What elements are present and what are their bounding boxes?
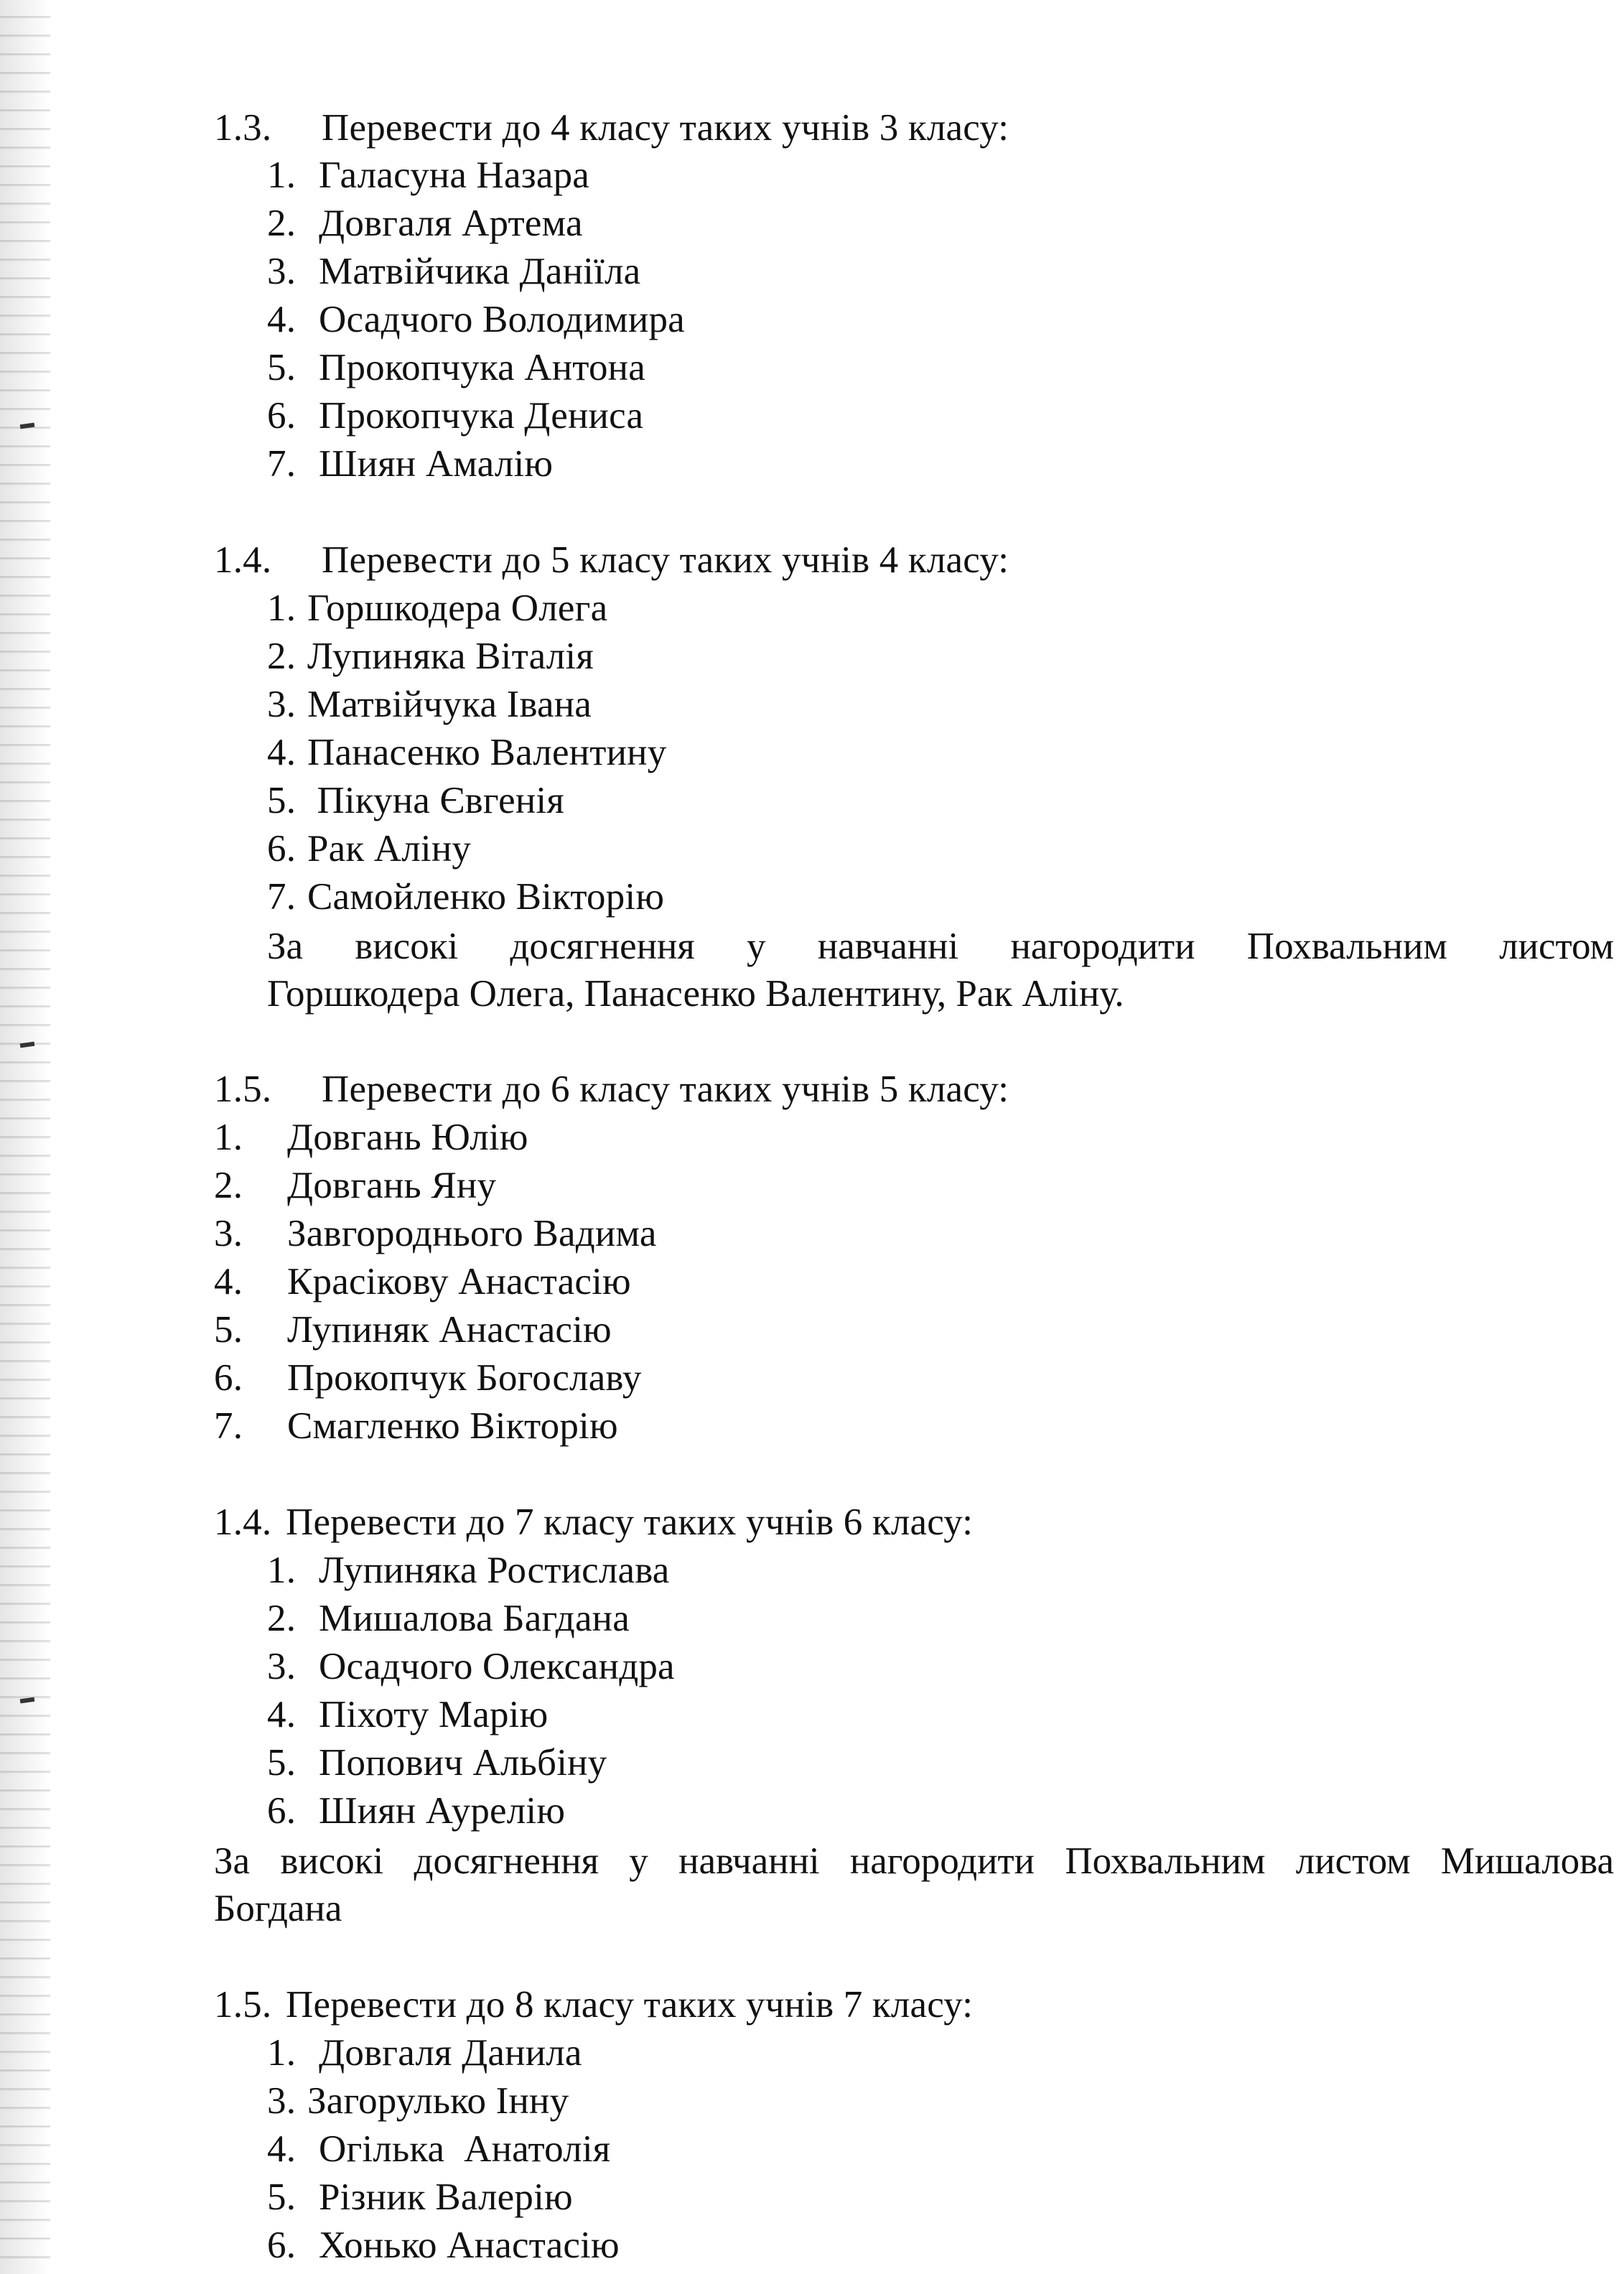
list-item	[267, 2031, 582, 2074]
item-name: Пікуна Євгенія	[307, 780, 564, 821]
award-line-2: Богдана	[214, 1888, 342, 1929]
list-item	[267, 779, 564, 822]
item-number: 3.	[214, 1213, 243, 1254]
list-item	[267, 202, 583, 245]
list-item	[214, 1404, 618, 1448]
item-number: 4.	[267, 299, 297, 340]
item-number: 2.	[267, 202, 297, 244]
list-item	[267, 394, 643, 437]
item-name: Лупиняка Віталія	[307, 635, 594, 677]
section-number: 1.4.	[214, 539, 272, 581]
item-name: Прокопчука Антона	[319, 347, 645, 388]
item-name: Довгань Юлію	[287, 1117, 528, 1158]
item-name: Галасуна Назара	[319, 154, 590, 196]
list-item	[267, 2128, 610, 2171]
list-item	[267, 683, 592, 726]
item-number: 4.	[214, 1261, 243, 1303]
section-heading-text: Перевести до 4 класу таких учнів 3 класу:	[322, 107, 1009, 149]
item-number: 3.	[267, 251, 297, 292]
section-number: 1.5.	[214, 1068, 272, 1110]
item-name: Прокопчук Богославу	[287, 1357, 642, 1399]
item-name: Піхоту Марію	[319, 1694, 549, 1735]
award-line-1: За високі досягнення у навчанні нагородити Похвальним листом	[267, 926, 1614, 967]
item-number: 6.	[267, 395, 297, 437]
section-heading-text: Перевести до 6 класу таких учнів 5 класу:	[322, 1068, 1009, 1110]
list-item	[267, 298, 685, 341]
item-number: 3.	[267, 684, 297, 725]
item-number: 6.	[214, 1357, 243, 1399]
list-item	[214, 1164, 496, 1207]
item-name: Рак Аліну	[307, 828, 472, 870]
item-name: Огілька Анатолія	[319, 2128, 611, 2170]
item-name: Довгаля Артема	[319, 202, 583, 244]
item-number: 1.	[267, 154, 297, 196]
list-item	[267, 1549, 670, 1592]
award-line-2: Горшкодера Олега, Панасенко Валентину, Рак Аліну.	[267, 973, 1124, 1015]
section-heading-text: Перевести до 8 класу таких учнів 7 класу:	[286, 1984, 974, 2026]
item-number: 7.	[267, 876, 297, 918]
item-name: Завгороднього Вадима	[287, 1213, 657, 1254]
item-name: Смагленко Вікторію	[287, 1405, 618, 1447]
item-name: Довгань Яну	[287, 1165, 497, 1206]
list-item	[214, 1356, 642, 1399]
list-item	[267, 2224, 620, 2267]
item-number: 5.	[214, 1309, 243, 1351]
section-heading	[214, 1068, 1009, 1111]
list-item	[267, 442, 553, 485]
section-number: 1.3.	[214, 107, 272, 149]
item-name: Панасенко Валентину	[307, 732, 667, 773]
list-item	[267, 250, 640, 293]
item-name: Мишалова Багдана	[319, 1598, 630, 1639]
item-name: Попович Альбіну	[319, 1742, 607, 1784]
item-number: 2.	[214, 1165, 243, 1206]
item-name: Самойленко Вікторію	[307, 876, 665, 918]
item-name: Прокопчука Дениса	[319, 395, 644, 437]
item-number: 3.	[267, 2080, 297, 2122]
item-number: 1.	[214, 1117, 243, 1158]
item-number: 4.	[267, 2128, 297, 2170]
item-number: 4.	[267, 732, 297, 773]
award-line-1: За високі досягнення у навчанні нагородити Похвальним листом Мишалова	[214, 1840, 1614, 1882]
item-name: Лупиняка Ростислава	[319, 1550, 670, 1591]
list-item	[267, 154, 589, 197]
item-name: Осадчого Володимира	[319, 299, 685, 340]
item-name: Різник Валерію	[319, 2176, 573, 2218]
list-item	[267, 1693, 548, 1736]
list-item	[267, 731, 666, 774]
item-number: 5.	[267, 780, 297, 821]
item-number: 5.	[267, 347, 297, 388]
item-number: 2.	[267, 1598, 297, 1639]
item-number: 1.	[267, 1550, 297, 1591]
item-name: Хонько Анастасію	[319, 2224, 620, 2266]
item-name: Загорулько Інну	[307, 2080, 569, 2122]
list-item	[214, 1308, 612, 1351]
section-heading	[214, 539, 1009, 582]
item-number: 2.	[267, 635, 297, 677]
list-item	[267, 587, 607, 630]
award-paragraph	[214, 1837, 1614, 1932]
section-number: 1.5.	[214, 1984, 272, 2026]
list-item	[267, 2079, 569, 2122]
list-item	[267, 875, 664, 918]
item-name: Осадчого Олександра	[319, 1646, 675, 1687]
item-number: 5.	[267, 2176, 297, 2218]
section-number: 1.4.	[214, 1501, 272, 1543]
item-number: 7.	[267, 443, 297, 485]
list-item	[267, 1597, 630, 1640]
item-name: Лупиняк Анастасію	[287, 1309, 612, 1351]
item-number: 3.	[267, 1646, 297, 1687]
item-name: Матвійчука Івана	[307, 684, 592, 725]
item-name: Горшкодера Олега	[307, 587, 608, 629]
list-item	[267, 635, 594, 678]
list-item	[267, 2176, 573, 2219]
list-item	[267, 1741, 607, 1784]
list-item	[214, 1212, 657, 1255]
section-heading	[214, 106, 1009, 149]
list-item	[267, 827, 471, 870]
section-heading	[214, 1983, 973, 2026]
list-item	[214, 1116, 528, 1159]
item-number: 4.	[267, 1694, 297, 1735]
section-heading-text: Перевести до 5 класу таких учнів 4 класу:	[322, 539, 1009, 581]
section-heading-text: Перевести до 7 класу таких учнів 6 класу:	[286, 1501, 974, 1543]
list-item	[214, 1260, 631, 1303]
item-number: 1.	[267, 2032, 297, 2074]
item-name: Довгаля Данила	[319, 2032, 582, 2074]
list-item	[267, 1789, 565, 1832]
item-name: Красікову Анастасію	[287, 1261, 631, 1303]
award-paragraph	[267, 923, 1614, 1017]
item-number: 6.	[267, 1790, 297, 1832]
list-item	[267, 1645, 675, 1688]
item-number: 7.	[214, 1405, 243, 1447]
item-number: 6.	[267, 828, 297, 870]
item-name: Шиян Амалію	[319, 443, 554, 485]
section-heading	[214, 1501, 973, 1544]
item-number: 1.	[267, 587, 297, 629]
item-name: Матвійчика Даніїла	[319, 251, 641, 292]
item-name: Шиян Аурелію	[319, 1790, 566, 1832]
list-item	[267, 346, 645, 389]
item-number: 5.	[267, 1742, 297, 1784]
item-number: 6.	[267, 2224, 297, 2266]
